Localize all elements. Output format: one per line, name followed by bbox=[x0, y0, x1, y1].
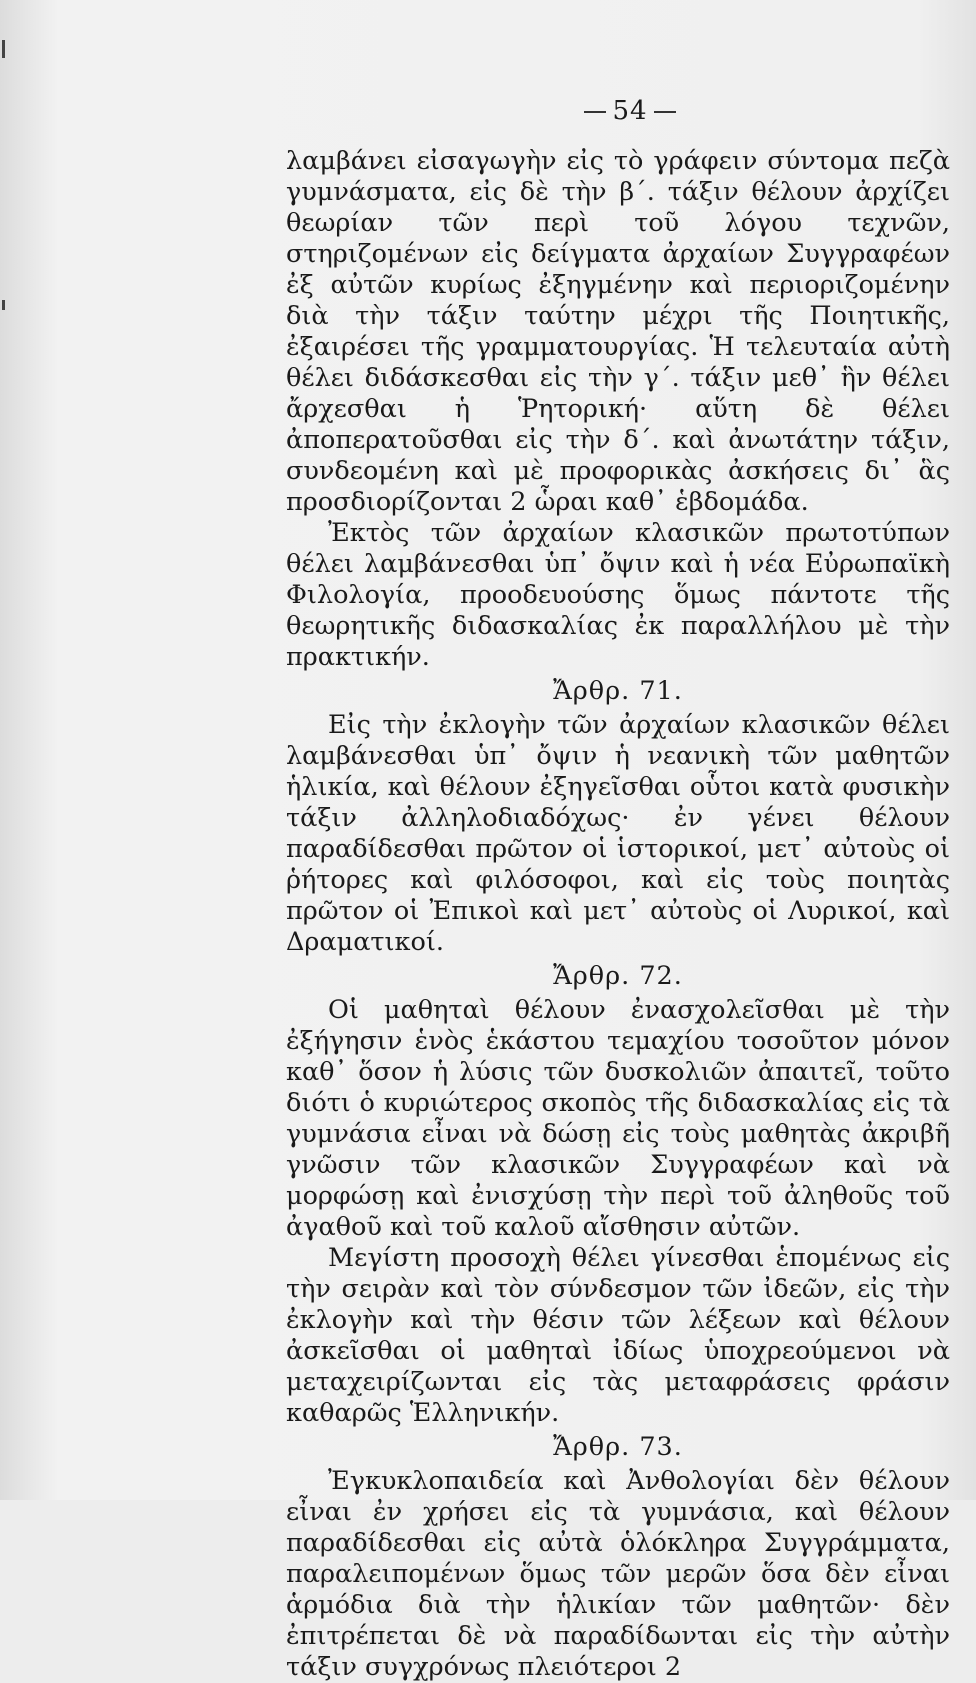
article-heading: Ἄρθρ. 73. bbox=[553, 1432, 683, 1462]
paragraph: Οἱ μαθηταὶ θέλουν ἐνασχολεῖσθαι μὲ τὴν ἐξήγησιν ἑνὸς ἑκάστου τεμαχίου τοσοῦτον μόνον καθ᾿ ὅσον ἡ λύσις τῶν δυσκολιῶν ἀπαιτεῖ, τοῦτο διότι ὁ κυριώτερος σκοπὸς τῆς διδασκαλίας εἰς τὰ γυμνάσια εἶναι νὰ δώσῃ εἰς τοὺς μαθητὰς ἀκριβῆ γνῶσιν τῶν κλασικῶν Συγγραφέων καὶ νὰ μορφώσῃ καὶ ἐνισχύσῃ τὴν περὶ τοῦ ἀληθοῦς τοῦ ἀγαθοῦ καὶ τοῦ καλοῦ αἴσθησιν αὐτῶν. bbox=[286, 995, 950, 1242]
paragraph: λαμβάνει εἰσαγωγὴν εἰς τὸ γράφειν σύντομα πεζὰ γυμνάσματα, εἰς δὲ τὴν β΄. τάξιν θέλουν ἀρχίζει θεωρίαν τῶν περὶ τοῦ λόγου τεχνῶν, στηριζομένων εἰς δείγματα ἀρχαίων Συγγραφέων ἐξ αὐτῶν κυρίως ἐξηγμένην καὶ περιοριζομένην διὰ τὴν τάξιν ταύτην μέχρι τῆς Ποιητικῆς, ἐξαιρέσει τῆς γραμματουργίας. Ἡ τελευταία αὐτὴ θέλει διδάσκεσθαι εἰς τὴν γ΄. τάξιν μεθ᾿ ἣν θέλει ἄρχεσθαι ἡ Ῥητορική· αὕτη δὲ θέλει ἀποπερατοῦσθαι εἰς τὴν δ΄. καὶ ἀνωτάτην τάξιν, συνδεομένη καὶ μὲ προφορικὰς ἀσκήσεις δι᾿ ἃς προσδιορίζονται 2 ὧραι καθ᾿ ἑβδομάδα. bbox=[286, 146, 950, 517]
paragraph: Εἰς τὴν ἐκλογὴν τῶν ἀρχαίων κλασικῶν θέλει λαμβάνεσθαι ὑπ᾿ ὄψιν ἡ νεανικὴ τῶν μαθητῶν ἡλικία, καὶ θέλουν ἐξηγεῖσθαι οὗτοι κατὰ φυσικὴν τάξιν ἀλληλοδιαδόχως· ἐν γένει θέλουν παραδίδεσθαι πρῶτον οἱ ἱστορικοί, μετ᾿ αὐτοὺς οἱ ῥήτορες καὶ φιλόσοφοι, καὶ εἰς τοὺς ποιητὰς πρῶτον οἱ Ἐπικοὶ καὶ μετ᾿ αὐτοὺς οἱ Λυρικοί, καὶ Δραματικοί. bbox=[286, 710, 950, 957]
article-heading: Ἄρθρ. 72. bbox=[553, 961, 683, 991]
paragraph: Ἐγκυκλοπαιδεία καὶ Ἀνθολογίαι δὲν θέλουν εἶναι ἐν χρήσει εἰς τὰ γυμνάσια, καὶ θέλουν παραδίδεσθαι εἰς αὐτὰ ὁλόκληρα Συγγράμματα, παραλειπομένων ὅμως τῶν μερῶν ὅσα δὲν εἶναι ἁρμόδια διὰ τὴν ἡλικίαν τῶν μαθητῶν· δὲν ἐπιτρέπεται δὲ νὰ παραδίδωνται εἰς τὴν αὐτὴν τάξιν συγχρόνως πλειότεροι 2 bbox=[286, 1466, 950, 1682]
paragraph: Μεγίστη προσοχὴ θέλει γίνεσθαι ἑπομένως εἰς τὴν σειρὰν καὶ τὸν σύνδεσμον τῶν ἰδεῶν, εἰς τὴν ἐκλογὴν καὶ τὴν θέσιν τῶν λέξεων καὶ θέλουν ἀσκεῖσθαι οἱ μαθηταὶ ἰδίως ὑποχρεούμενοι νὰ μεταχειρίζωνται εἰς τὰς μεταφράσεις φράσιν καθαρῶς Ἑλληνικήν. bbox=[286, 1243, 950, 1428]
page-number: 54 bbox=[560, 96, 700, 126]
scan-edge-mark bbox=[2, 300, 5, 310]
body-text bbox=[286, 146, 950, 1683]
scan-edge-mark bbox=[2, 40, 5, 58]
paragraph: Ἐκτὸς τῶν ἀρχαίων κλασικῶν πρωτοτύπων θέλει λαμβάνεσθαι ὑπ᾿ ὄψιν καὶ ἡ νέα Εὐρωπαϊκὴ Φιλολογία, προοδευούσης ὅμως πάντοτε τῆς θεωρητικῆς διδασκαλίας ἐκ παραλλήλου μὲ τὴν πρακτικήν. bbox=[286, 518, 950, 672]
article-heading: Ἄρθρ. 71. bbox=[553, 676, 683, 706]
